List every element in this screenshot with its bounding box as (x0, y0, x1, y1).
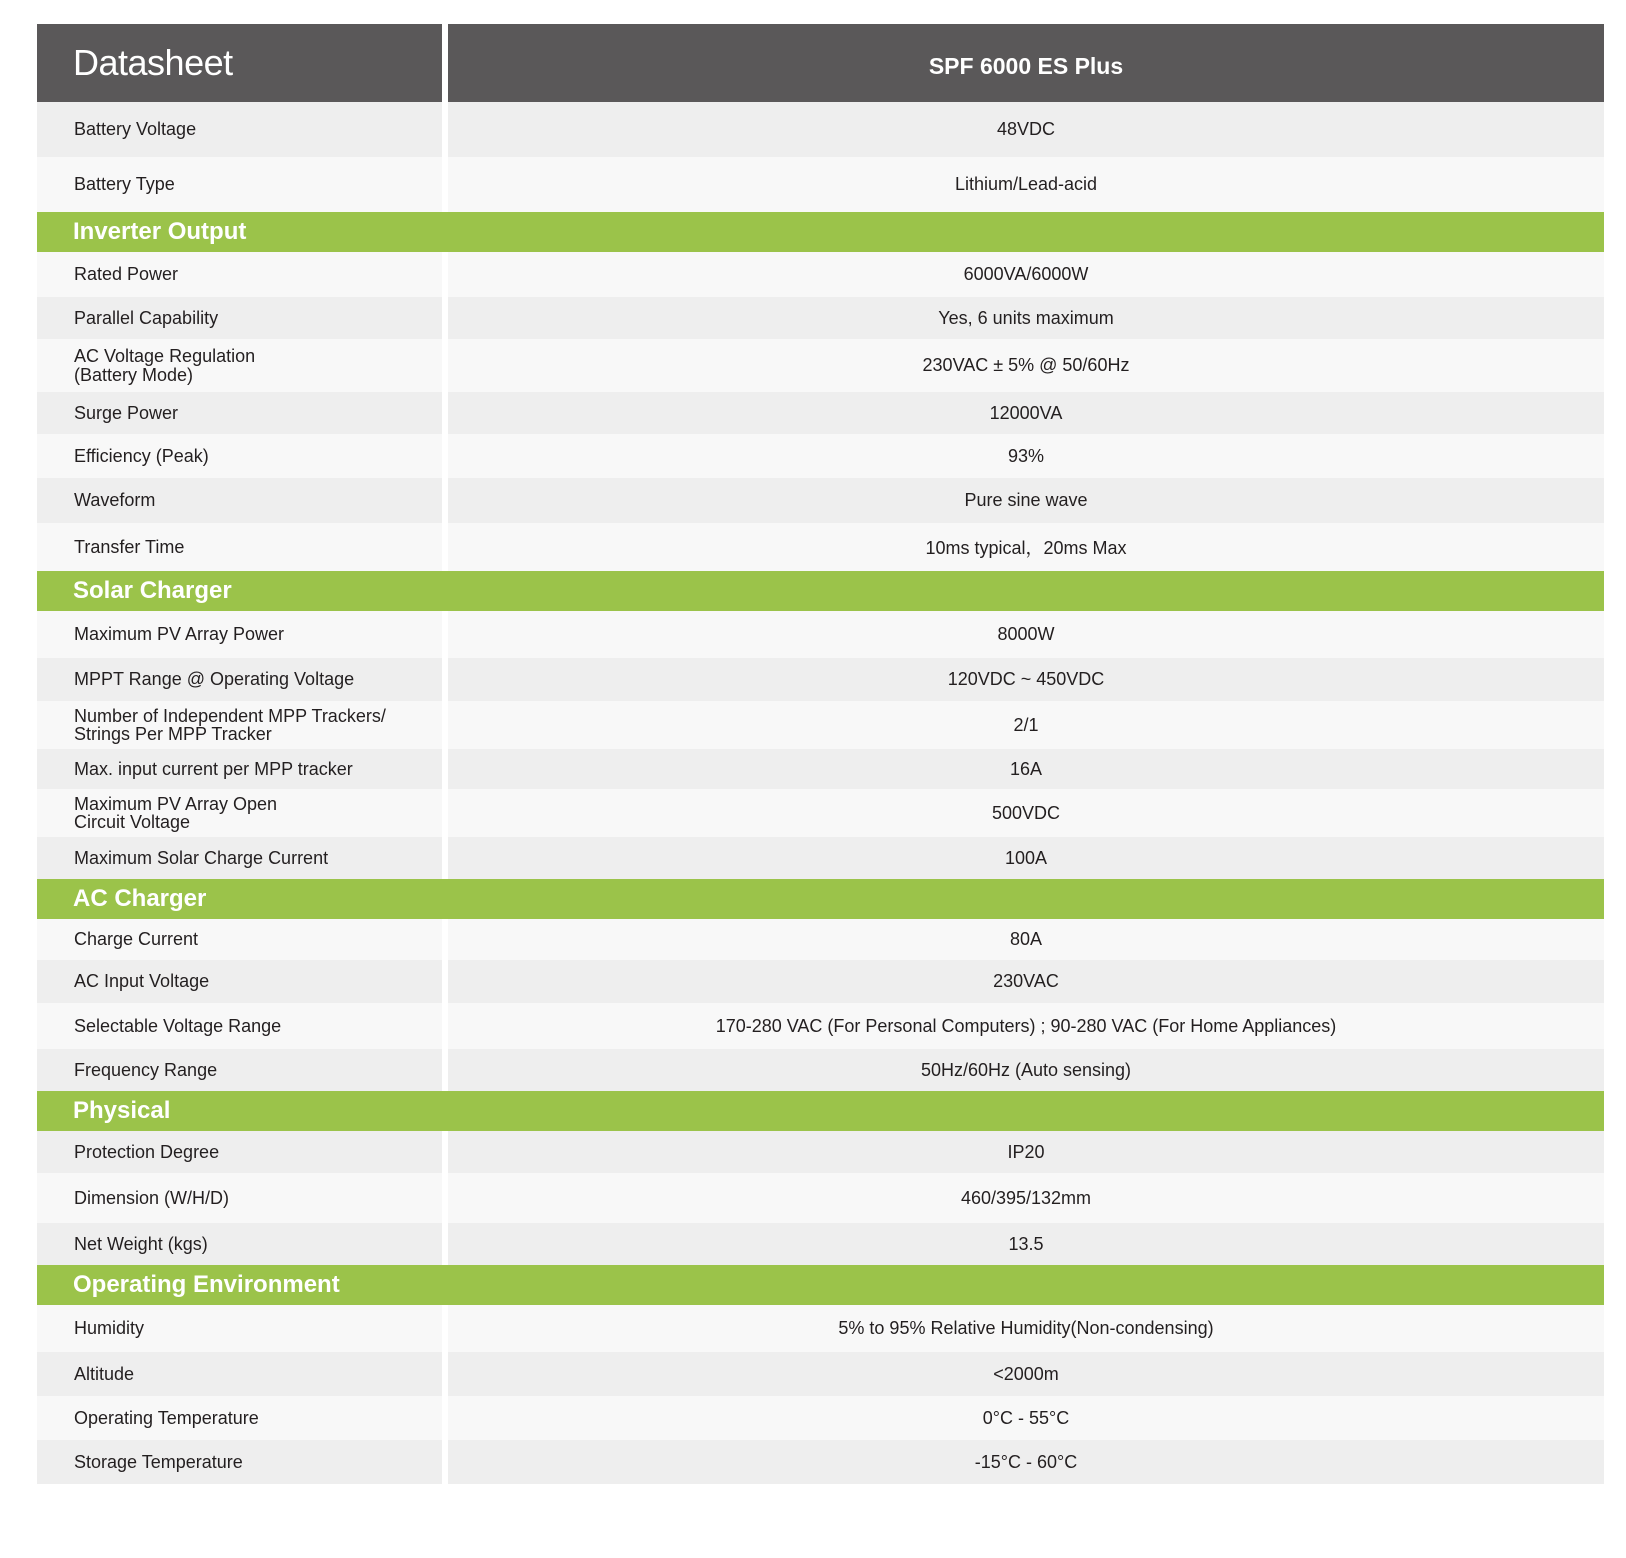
spec-label: Selectable Voltage Range (74, 1015, 282, 1036)
spec-value: 5% to 95% Relative Humidity(Non-condensing) (442, 1305, 1604, 1352)
spec-label: Frequency Range (74, 1059, 218, 1080)
spec-row-charge-current (37, 919, 1604, 960)
spec-row-mpp-trackers (37, 701, 1604, 749)
spec-row-humidity (37, 1305, 1604, 1352)
spec-value: 170-280 VAC (For Personal Computers) ; 90-280 VAC (For Home Appliances) (442, 1003, 1604, 1049)
spec-row-frequency-range (37, 1049, 1604, 1091)
spec-row-max-solar-charge-current (37, 837, 1604, 879)
spec-value: 230VAC ± 5% @ 50/60Hz (442, 339, 1604, 392)
spec-label: Maximum PV Array Open Circuit Voltage (74, 794, 278, 832)
spec-label: MPPT Range @ Operating Voltage (74, 669, 355, 689)
spec-label: Battery Voltage (74, 119, 197, 139)
spec-label: Number of Independent MPP Trackers/ Strings Per MPP Tracker (74, 706, 386, 744)
spec-row-pv-open-circuit-voltage (37, 789, 1604, 837)
spec-row-waveform (37, 478, 1604, 523)
spec-value: 12000VA (442, 392, 1604, 434)
spec-value: 80A (442, 919, 1604, 960)
spec-row-protection-degree (37, 1131, 1604, 1173)
spec-label: Parallel Capability (74, 307, 219, 328)
spec-label: Net Weight (kgs) (74, 1233, 208, 1254)
spec-row-ac-input-voltage (37, 960, 1604, 1003)
spec-label: Altitude (74, 1363, 135, 1384)
spec-value: 10ms typical，20ms Max (442, 523, 1604, 571)
spec-row-net-weight (37, 1223, 1604, 1265)
spec-value: IP20 (442, 1131, 1604, 1173)
section-ac-charger: AC Charger (37, 879, 1604, 919)
spec-value: 6000VA/6000W (442, 252, 1604, 297)
spec-value: Lithium/Lead-acid (442, 157, 1604, 212)
spec-value: 8000W (442, 611, 1604, 658)
spec-value: 50Hz/60Hz (Auto sensing) (442, 1049, 1604, 1091)
spec-label: AC Input Voltage (74, 971, 210, 991)
spec-row-operating-temperature (37, 1396, 1604, 1440)
datasheet-table (37, 24, 1604, 1484)
spec-row-ac-voltage-regulation (37, 339, 1604, 392)
spec-row-parallel-capability (37, 297, 1604, 339)
spec-label: Max. input current per MPP tracker (74, 758, 353, 779)
spec-row-battery-type (37, 157, 1604, 212)
spec-label: Operating Temperature (74, 1407, 259, 1428)
spec-row-max-pv-array-power (37, 611, 1604, 658)
spec-label: Transfer Time (74, 536, 185, 557)
section-physical: Physical (37, 1091, 1604, 1131)
spec-value: 2/1 (442, 701, 1604, 749)
spec-row-rated-power (37, 252, 1604, 297)
spec-label: Surge Power (74, 402, 179, 423)
model-name: SPF 6000 ES Plus (442, 24, 1604, 102)
spec-row-storage-temperature (37, 1440, 1604, 1484)
spec-label: AC Voltage Regulation (Battery Mode) (74, 345, 256, 385)
spec-value: Yes, 6 units maximum (442, 297, 1604, 339)
spec-value: 120VDC ~ 450VDC (442, 658, 1604, 701)
spec-value: 500VDC (442, 789, 1604, 837)
spec-value: -15°C - 60°C (442, 1440, 1604, 1484)
spec-value: 93% (442, 434, 1604, 478)
section-inverter-output: Inverter Output (37, 212, 1604, 252)
datasheet-title: Datasheet (73, 42, 233, 83)
spec-row-battery-voltage (37, 102, 1604, 157)
spec-row-selectable-voltage-range (37, 1003, 1604, 1049)
spec-value: <2000m (442, 1352, 1604, 1396)
spec-row-altitude (37, 1352, 1604, 1396)
spec-label: Efficiency (Peak) (74, 445, 209, 466)
spec-label: Rated Power (74, 264, 179, 284)
section-solar-charger: Solar Charger (37, 571, 1604, 611)
spec-label: Maximum Solar Charge Current (74, 847, 329, 868)
section-operating-environment: Operating Environment (37, 1265, 1604, 1305)
spec-value: 230VAC (442, 960, 1604, 1003)
spec-value: 460/395/132mm (442, 1173, 1604, 1223)
spec-value: 16A (442, 749, 1604, 789)
spec-row-max-input-current (37, 749, 1604, 789)
spec-row-transfer-time (37, 523, 1604, 571)
spec-row-dimension (37, 1173, 1604, 1223)
spec-label: Humidity (74, 1318, 145, 1338)
spec-label: Waveform (74, 490, 156, 510)
spec-label: Protection Degree (74, 1141, 220, 1162)
spec-value: 48VDC (442, 102, 1604, 157)
table-header (37, 24, 1604, 102)
spec-value: Pure sine wave (442, 478, 1604, 523)
spec-label: Charge Current (74, 929, 199, 949)
spec-label: Battery Type (74, 174, 175, 194)
spec-row-efficiency (37, 434, 1604, 478)
spec-value: 100A (442, 837, 1604, 879)
spec-label: Dimension (W/H/D) (74, 1187, 230, 1208)
spec-row-surge-power (37, 392, 1604, 434)
spec-value: 13.5 (442, 1223, 1604, 1265)
spec-label: Maximum PV Array Power (74, 624, 285, 644)
spec-label: Storage Temperature (74, 1451, 243, 1472)
spec-value: 0°C - 55°C (442, 1396, 1604, 1440)
spec-row-mppt-range (37, 658, 1604, 701)
